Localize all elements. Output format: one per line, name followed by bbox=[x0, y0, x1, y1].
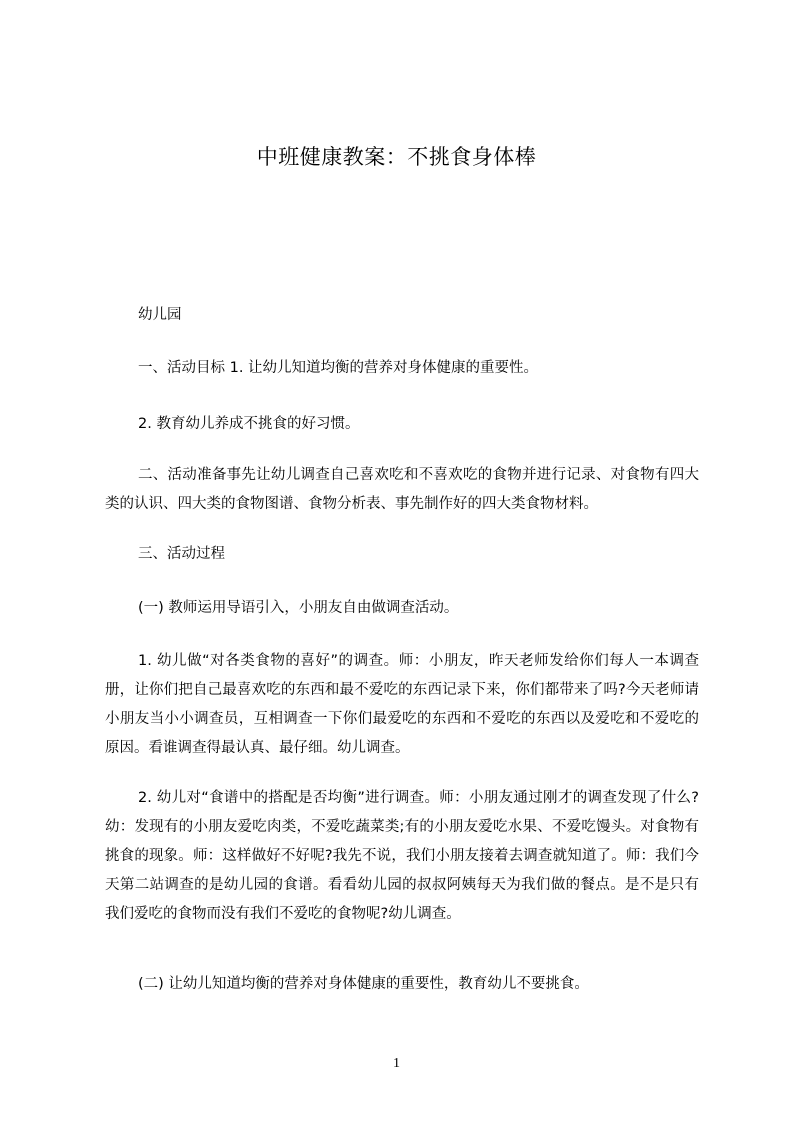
paragraph-goal-two: 2. 教育幼儿养成不挑食的好习惯。 bbox=[138, 415, 360, 432]
paragraph-preparation: 二、活动准备事先让幼儿调查自己喜欢吃和不喜欢吃的食物并进行记录、对食物有四大类的认识、四大类的食物图谱、食物分析表、事先制作好的四大类食物材料。 bbox=[105, 466, 699, 512]
paragraph-survey-one: 1. 幼儿做“对各类食物的喜好”的调查。师：小朋友，昨天老师发给你们每人一本调查册，让你们把自己最喜欢吃的东西和最不爱吃的东西记录下来，你们都带来了吗?今天老师请小朋友当小小调查员，互相调查一下你们最爱吃的东西和不爱吃的东西以及爱吃和不爱吃的原因。看谁调查得最认真、最仔细。幼儿调查。 bbox=[105, 652, 699, 756]
page-number: 1 bbox=[393, 1056, 400, 1071]
paragraph-section-one: (一) 教师运用导语引入，小朋友自由做调查活动。 bbox=[138, 599, 459, 616]
paragraph-process-heading: 三、活动过程 bbox=[138, 545, 225, 562]
paragraph-goal-one: 一、活动目标 1. 让幼儿知道均衡的营养对身体健康的重要性。 bbox=[138, 359, 539, 376]
paragraph-section-two: (二) 让幼儿知道均衡的营养对身体健康的重要性，教育幼儿不要挑食。 bbox=[138, 975, 589, 992]
document-title: 中班健康教案：不挑食身体棒 bbox=[256, 145, 537, 169]
paragraph-kindergarten: 幼儿园 bbox=[138, 306, 182, 323]
paragraph-survey-two: 2. 幼儿对“食谱中的搭配是否均衡”进行调查。师：小朋友通过刚才的调查发现了什么?幼：发现有的小朋友爱吃肉类，不爱吃蔬菜类;有的小朋友爱吃水果、不爱吃馒头。对食物有挑食的现象。师：这样做好不好呢?我先不说，我们小朋友接着去调查就知道了。师：我们今天第二站调查的是幼儿园的食谱。看看幼儿园的叔叔阿姨每天为我们做的餐点。是不是只有我们爱吃的食物而没有我们不爱吃的食物呢?幼儿调查。 bbox=[105, 789, 699, 922]
